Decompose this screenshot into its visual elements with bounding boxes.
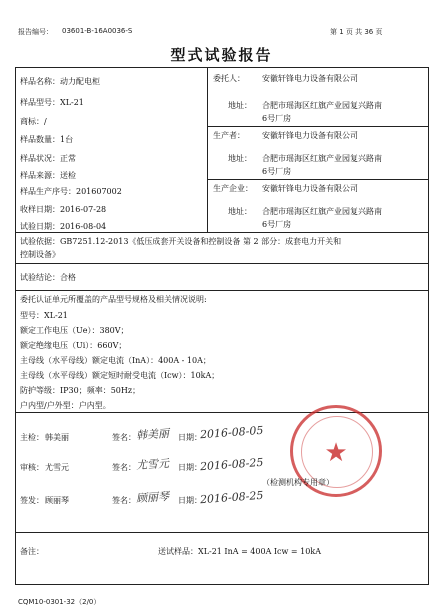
- producer-label: 生产者：: [213, 131, 245, 140]
- column-divider: [207, 67, 208, 232]
- reviewer-signature: 尤雪元: [135, 456, 170, 473]
- sample-name: 样品名称：动力配电柜: [20, 77, 100, 86]
- factory-address-label: 地址：: [228, 207, 252, 216]
- inspector-date: 2016-08-05: [199, 423, 264, 442]
- reviewer-date: 2016-08-25: [199, 455, 264, 474]
- coverage-line: 户内型/户外型：户内型。: [20, 401, 111, 410]
- seal-star-icon: ★: [324, 438, 348, 468]
- producer-name: 安徽轩锋电力设备有限公司: [262, 131, 358, 140]
- row-divider: [15, 263, 429, 264]
- factory-name: 安徽轩锋电力设备有限公司: [262, 184, 358, 193]
- coverage-line: 额定工作电压（Ue）：380V；: [20, 326, 129, 335]
- reviewer-date-label: 日期：: [178, 463, 202, 472]
- report-number: 03601-B-16A0036-S: [62, 27, 133, 35]
- row-divider: [15, 412, 429, 413]
- coverage-line: 型号：XL-21: [20, 311, 68, 320]
- client-name: 安徽轩锋电力设备有限公司: [262, 74, 358, 83]
- row-divider: [15, 532, 429, 533]
- inspector-date-label: 日期：: [178, 433, 202, 442]
- form-code: CQM10-0301-32（2/0）: [18, 598, 101, 606]
- approver-signature: 顾丽琴: [135, 489, 170, 506]
- client-address-label: 地址：: [228, 101, 252, 110]
- sample-quantity: 样品数量：1台: [20, 135, 74, 144]
- sample-received-date: 收样日期：2016-07-28: [20, 205, 107, 214]
- page-title: 型式试验报告: [170, 46, 273, 64]
- row-divider: [15, 232, 429, 233]
- client-address-line1: 合肥市瑶海区红旗产业园复兴路南: [262, 101, 382, 110]
- row-divider: [15, 290, 429, 291]
- sample-production-no: 样品生产序号：201607002: [20, 187, 122, 196]
- row-divider: [207, 179, 429, 180]
- factory-address-line2: 6号厂房: [262, 220, 292, 229]
- reviewer-label: 审核：: [20, 463, 44, 472]
- reviewer-sign-label: 签名：: [112, 463, 136, 472]
- producer-address-line2: 6号厂房: [262, 167, 292, 176]
- approver-name: 顾丽琴: [45, 496, 69, 505]
- sample-source: 样品来源：送检: [20, 171, 76, 180]
- stamp-caption: （检测机构专用章）: [262, 478, 334, 487]
- test-conclusion: 试验结论：合格: [20, 273, 76, 282]
- coverage-heading: 委托认证单元所覆盖的产品型号规格及相关情况说明:: [20, 295, 207, 304]
- producer-address-label: 地址：: [228, 154, 252, 163]
- report-number-label: 报告编号：: [18, 28, 53, 36]
- approver-label: 签发：: [20, 496, 44, 505]
- factory-label: 生产企业：: [213, 184, 253, 193]
- coverage-line: 防护等级：IP30；频率：50Hz；: [20, 386, 141, 395]
- inspector-name: 韩美丽: [45, 433, 69, 442]
- factory-address-line1: 合肥市瑶海区红旗产业园复兴路南: [262, 207, 382, 216]
- reviewer-name: 尤雪元: [45, 463, 69, 472]
- sample-model: 样品型号：XL-21: [20, 98, 84, 107]
- row-divider: [207, 126, 429, 127]
- sample-trademark: 商标：/: [20, 117, 47, 126]
- inspector-label: 主检：: [20, 433, 44, 442]
- remarks-text: 送试样品：XL-21 InA = 400A Icw = 10kA: [158, 547, 321, 556]
- client-address-line2: 6号厂房: [262, 114, 292, 123]
- page-info: 第 1 页 共 36 页: [330, 28, 383, 36]
- sample-status: 样品状况：正常: [20, 154, 76, 163]
- coverage-line: 主母线（水平母线）额定短时耐受电流（Icw）：10kA；: [20, 371, 220, 380]
- approver-sign-label: 签名：: [112, 496, 136, 505]
- inspector-sign-label: 签名：: [112, 433, 136, 442]
- approver-date-label: 日期：: [178, 496, 202, 505]
- producer-address-line1: 合肥市瑶海区红旗产业园复兴路南: [262, 154, 382, 163]
- remarks-label: 备注：: [20, 547, 44, 556]
- coverage-line: 额定绝缘电压（Ui）：660V；: [20, 341, 127, 350]
- approver-date: 2016-08-25: [199, 488, 264, 507]
- test-basis-line1: 试验依据：GB7251.12-2013《低压成套开关设备和控制设备 第 2 部分：成套电力开关和: [20, 237, 342, 246]
- test-basis-line2: 控制设备》: [20, 250, 60, 259]
- sample-test-date: 试验日期：2016-08-04: [20, 222, 107, 231]
- inspector-signature: 韩美丽: [135, 426, 170, 443]
- coverage-line: 主母线（水平母线）额定电流（InA）：400A - 10A；: [20, 356, 211, 365]
- client-label: 委托人：: [213, 74, 245, 83]
